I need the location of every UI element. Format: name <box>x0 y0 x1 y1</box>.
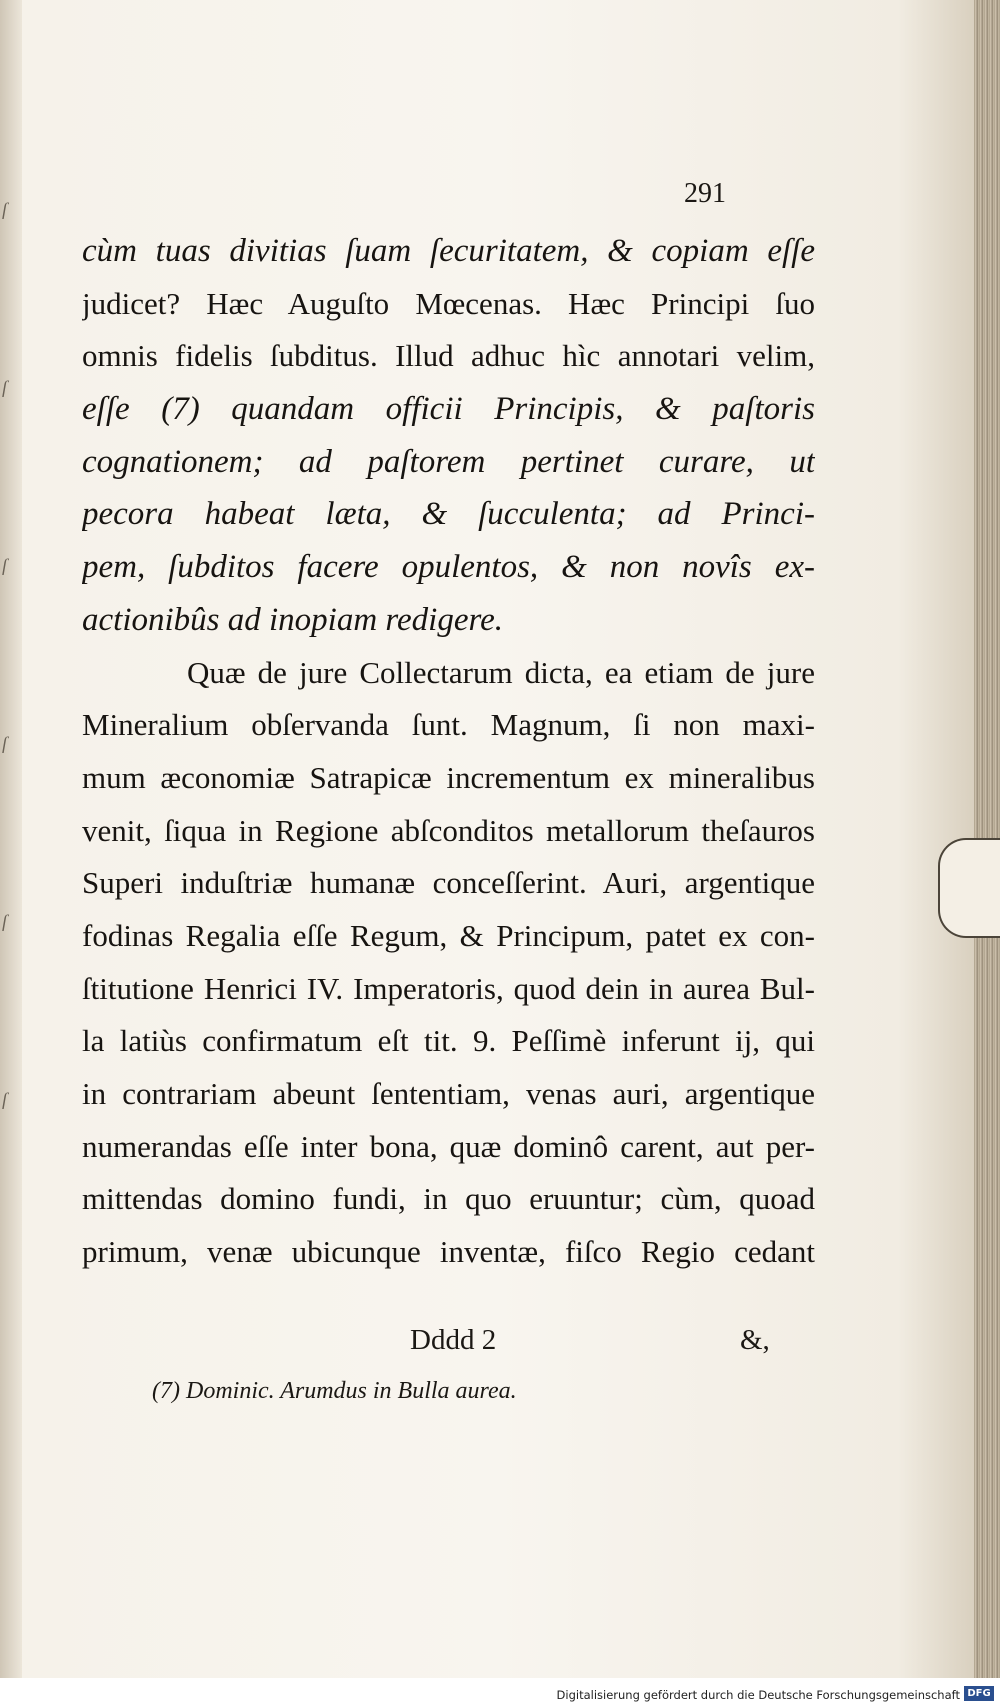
text-line: venit, ſiqua in Regione abſconditos metallorum theſauros <box>82 812 815 848</box>
book-page <box>22 0 974 1678</box>
text-line: Superi induſtriæ humanæ conceſſerint. Auri, argentique <box>82 865 815 901</box>
footer-credit: Digitalisierung gefördert durch die Deutsche Forschungsgemeinschaft <box>556 1688 960 1702</box>
footnote: (7) Dominic. Arumdus in Bulla aurea. <box>152 1378 517 1404</box>
bookmark-tab <box>938 838 1000 938</box>
text-line: cognationem; ad paſtorem pertinet curare, ut <box>82 443 815 480</box>
text-line: pecora habeat læta, & ſucculenta; ad Princi- <box>82 496 815 533</box>
gutter-mark: ſ <box>2 555 8 575</box>
dfg-logo: DFG <box>964 1686 994 1701</box>
text-line: numerandas eſſe inter bona, quæ dominô carent, aut per- <box>82 1128 815 1164</box>
page-number: 291 <box>684 178 726 209</box>
gutter-marks <box>2 200 22 1268</box>
signature-mark: Dddd 2 <box>410 1324 497 1356</box>
text-line: cùm tuas divitias ſuam ſecuritatem, & copiam eſſe <box>82 233 815 269</box>
catchword: &, <box>740 1324 770 1356</box>
text-line: Mineralium obſervanda ſunt. Magnum, ſi non maxi- <box>82 707 815 743</box>
text-line: primum, venæ ubicunque inventæ, fiſco Regio cedant <box>82 1234 815 1270</box>
text-line: fodinas Regalia eſſe Regum, & Principum, patet ex con- <box>82 917 815 953</box>
gutter-mark: ſ <box>2 199 8 219</box>
gutter-mark: ſ <box>2 1089 8 1109</box>
text-line: judicet? Hæc Auguſto Mœcenas. Hæc Principi ſuo <box>82 285 815 321</box>
gutter-mark: ſ <box>2 733 8 753</box>
text-line: omnis fidelis ſubditus. Illud adhuc hìc annotari velim, <box>82 338 815 374</box>
text-block <box>82 225 815 1279</box>
text-line: in contrariam abeunt ſententiam, venas auri, argentique <box>82 1076 815 1111</box>
text-line: la latiùs confirmatum eſt tit. 9. Peſſimè inferunt ij, qui <box>82 1023 815 1059</box>
gutter-mark: ſ <box>2 377 8 397</box>
text-line: Quæ de jure Collectarum dicta, ea etiam de jure <box>187 654 815 690</box>
text-line: mum æconomiæ Satrapicæ incrementum ex mineralibus <box>82 759 815 795</box>
text-line: ſtitutione Henrici IV. Imperatoris, quod dein in aurea Bul- <box>82 970 815 1006</box>
text-line: mittendas domino fundi, in quo eruuntur; cùm, quoad <box>82 1181 815 1217</box>
text-line: pem, ſubditos facere opulentos, & non novîs ex- <box>82 549 815 586</box>
gutter-mark: ſ <box>2 911 8 931</box>
text-line: actionibûs ad inopiam redigere. <box>82 601 504 638</box>
text-line: eſſe (7) quandam officii Principis, & paſtoris <box>82 391 815 428</box>
facing-page-edge <box>0 0 22 1707</box>
